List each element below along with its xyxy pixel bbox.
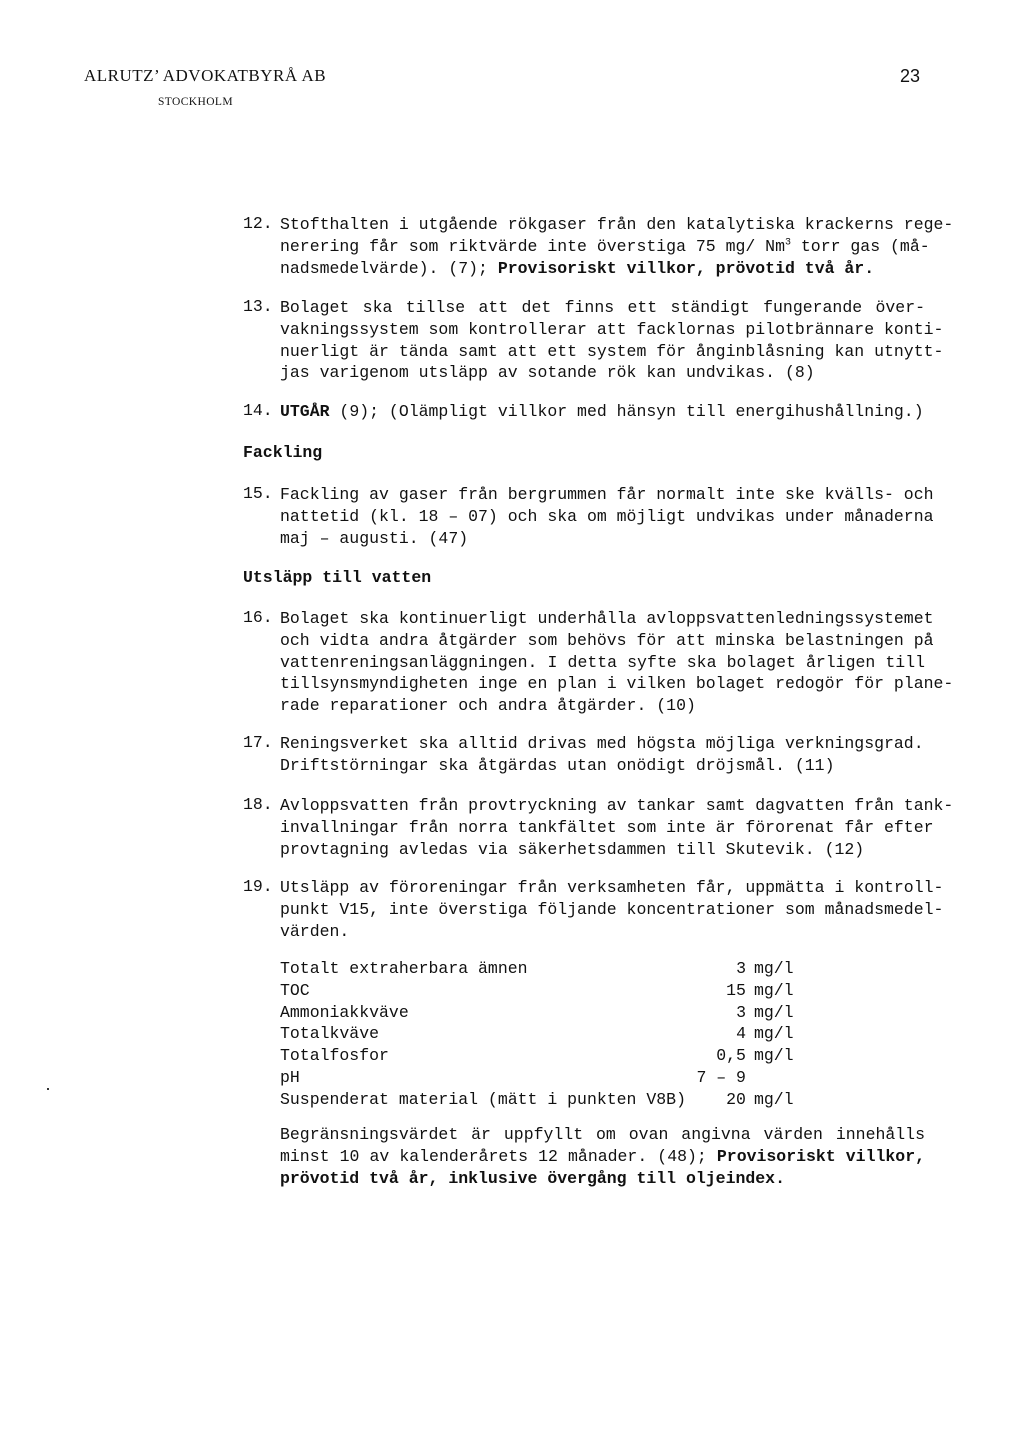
text-span: torr gas (må- — [791, 236, 930, 256]
provisional-note: Provisoriskt villkor, prövotid två år. — [497, 258, 875, 278]
concentration-unit: mg/l — [753, 1089, 794, 1109]
condition-line: nattetid (kl. 18 – 07) och ska om möjligt undvikas under månaderna — [280, 506, 934, 526]
concentration-row — [280, 1002, 794, 1024]
concentration-row — [280, 958, 794, 980]
substance-name: TOC — [280, 980, 310, 1000]
condition-line: provtagning avledas via säkerhetsdammen till Skutevik. (12) — [280, 839, 865, 859]
provisional-note: prövotid två år, inklusive övergång till oljeindex. — [280, 1168, 785, 1188]
condition-line: punkt V15, inte överstiga följande koncentrationer som månadsmedel- — [280, 899, 944, 919]
condition-line: jas varigenom utsläpp av sotande rök kan undvikas. (8) — [280, 363, 815, 383]
substance-name: pH — [280, 1067, 300, 1087]
condition-line: Reningsverket ska alltid drivas med högsta möjliga verkningsgrad. — [280, 734, 924, 753]
condition-line: invallningar från norra tankfältet som inte är förorenat får efter — [280, 817, 934, 837]
superscript-exponent: 3 — [784, 237, 791, 249]
condition-line: Bolaget ska kontinuerligt underhålla avloppsvattenledningssystemet — [280, 609, 934, 628]
scan-speck — [47, 1088, 49, 1090]
condition-17 — [243, 733, 925, 777]
condition-line: tillsynsmyndigheten inge en plan i vilken bolaget redogör för plane- — [280, 674, 954, 694]
condition-line: nuerligt är tända samt att ett system för ånginblåsning kan utnytt- — [280, 341, 944, 361]
concentration-unit — [754, 1067, 794, 1089]
concentration-table — [280, 958, 794, 1111]
substance-name: Totalfosfor — [280, 1046, 389, 1066]
condition-line: maj – augusti. (47) — [280, 528, 469, 548]
text-span: minst 10 av kalenderårets 12 månader. (48); — [280, 1146, 717, 1166]
section-heading-fackling: Fackling — [243, 443, 323, 462]
text-span: (9); (Olämpligt villkor med hänsyn till energihushållning.) — [329, 402, 924, 421]
limit-value-paragraph — [243, 1124, 925, 1189]
condition-19 — [243, 877, 944, 942]
condition-number: 18. — [243, 795, 273, 814]
concentration-unit: mg/l — [753, 1024, 794, 1044]
concentration-table-body — [280, 958, 794, 1111]
condition-line — [280, 1146, 925, 1168]
page-number: 23 — [900, 66, 921, 86]
condition-line: rade reparationer och andra åtgärder. (10) — [280, 696, 696, 716]
condition-18 — [243, 795, 954, 860]
condition-number: 19. — [243, 877, 273, 896]
condition-number: 12. — [243, 214, 273, 233]
condition-16 — [243, 608, 954, 717]
text-span: nerering får som riktvärde inte överstiga 75 mg/ Nm — [280, 236, 785, 256]
substance-name: Ammoniakkväve — [280, 1002, 409, 1022]
condition-13 — [243, 297, 944, 384]
condition-line: Fackling av gaser från bergrummen får normalt inte ske kvälls- och — [280, 485, 934, 504]
condition-line: Bolaget ska tillse att det finns ett ständigt fungerande över- — [280, 298, 925, 317]
condition-line — [280, 236, 930, 258]
condition-line: Driftstörningar ska åtgärdas utan onödigt dröjsmål. (11) — [280, 755, 835, 775]
concentration-unit: mg/l — [753, 1002, 794, 1022]
condition-line: vattenreningsanläggningen. I detta syfte ska bolaget årligen till — [280, 652, 925, 672]
concentration-row — [280, 980, 794, 1002]
condition-line: värden. — [280, 921, 350, 941]
concentration-row — [280, 1023, 794, 1045]
condition-number: 16. — [243, 608, 273, 627]
concentration-unit: mg/l — [753, 980, 794, 1000]
condition-number: 14. — [243, 401, 273, 420]
condition-line — [280, 401, 925, 423]
condition-line: Begränsningsvärdet är uppfyllt om ovan angivna värden innehålls — [280, 1125, 925, 1144]
concentration-value: 4 — [736, 1024, 746, 1044]
concentration-value: 20 — [726, 1089, 746, 1109]
condition-line: Avloppsvatten från provtryckning av tankar samt dagvatten från tank- — [280, 796, 954, 815]
concentration-value: 3 — [736, 1002, 746, 1022]
condition-number: 15. — [243, 484, 273, 503]
condition-number: 17. — [243, 733, 273, 752]
concentration-row — [280, 1045, 794, 1067]
concentration-value: 7 – 9 — [696, 1067, 746, 1087]
substance-name: Totalt extraherbara ämnen — [280, 959, 528, 978]
firm-city: STOCKHOLM — [158, 96, 233, 108]
removed-label: UTGÅR — [280, 402, 330, 421]
concentration-value: 3 — [736, 959, 746, 978]
condition-15 — [243, 484, 934, 549]
concentration-value: 0,5 — [716, 1046, 746, 1066]
concentration-row — [280, 1067, 794, 1089]
law-firm-name: ALRUTZ’ ADVOKATBYRÅ AB — [84, 66, 327, 85]
concentration-unit: mg/l — [753, 959, 794, 978]
condition-line: Utsläpp av föroreningar från verksamheten får, uppmätta i kontroll- — [280, 878, 944, 897]
concentration-value: 15 — [726, 980, 746, 1000]
condition-line: och vidta andra åtgärder som behövs för att minska belastningen på — [280, 630, 934, 650]
section-heading-vatten: Utsläpp till vatten — [243, 568, 432, 587]
concentration-unit: mg/l — [753, 1046, 794, 1066]
text-span: nadsmedelvärde). (7); — [280, 258, 498, 278]
condition-line — [280, 1168, 925, 1190]
condition-number: 13. — [243, 297, 273, 316]
substance-name: Totalkväve — [280, 1024, 380, 1044]
concentration-row — [280, 1089, 794, 1111]
condition-line: Stofthalten i utgående rökgaser från den katalytiska krackerns rege- — [280, 215, 954, 234]
condition-line: vakningssystem som kontrollerar att facklornas pilotbrännare konti- — [280, 319, 944, 339]
condition-line — [280, 258, 925, 280]
substance-name: Suspenderat material (mätt i punkten V8B) — [280, 1089, 686, 1109]
condition-12 — [243, 214, 954, 279]
provisional-note: Provisoriskt villkor, — [716, 1146, 925, 1166]
condition-14 — [243, 401, 925, 423]
